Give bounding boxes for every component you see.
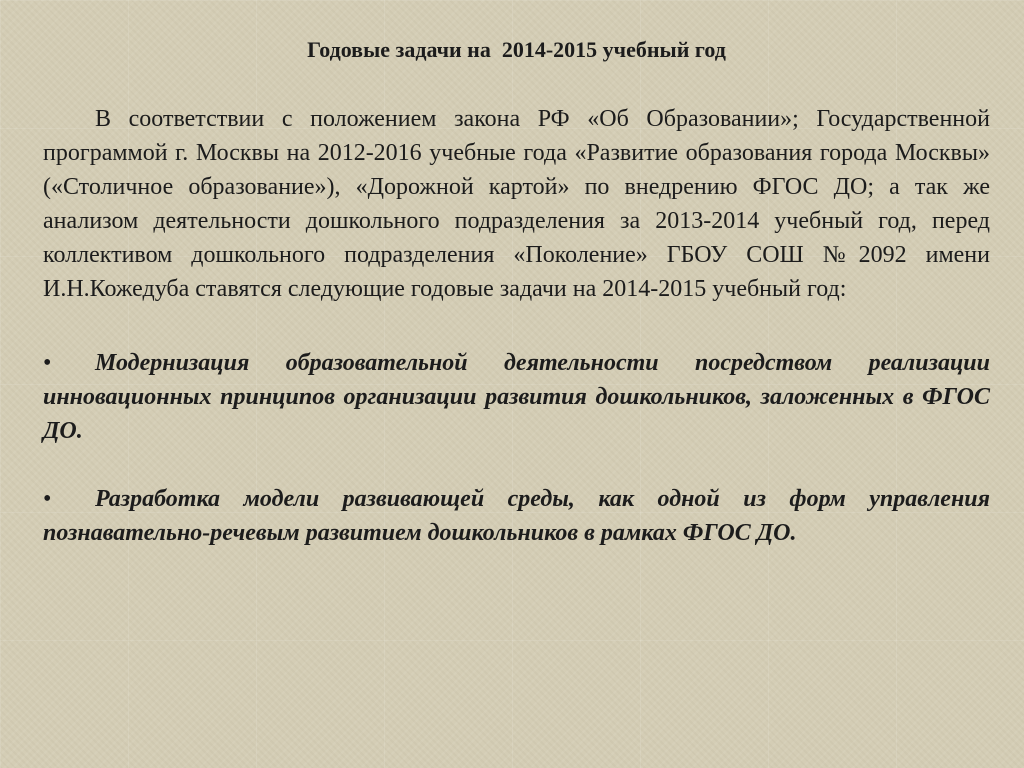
slide-content (43, 34, 990, 584)
slide-title: Годовые задачи на 2014-2015 учебный год (307, 37, 726, 62)
task-item-2 (43, 482, 990, 550)
task-text-1: Модернизация образовательной деятельности посредством реализации инновационных принципов организации развития дошкольников, заложенных в ФГОС ДО. (43, 350, 990, 444)
bullet-1: • (43, 350, 52, 376)
intro-paragraph: В соответствии с положением закона РФ «Об Образовании»; Государственной программой г. Москвы на 2012-2016 учебные года «Развитие образования города Москвы» («Столичное образование»), «Дорожной картой» по внедрению ФГОС ДО; а так же анализом деятельности дошкольного подразделения за 2013-2014 учебный год, перед коллективом дошкольного подразделения «Поколение» ГБОУ СОШ №2092 имени И.Н.Кожедуба ставятся следующие годовые задачи на 2014-2015 учебный год: (43, 106, 990, 302)
bullet-2: • (43, 486, 52, 512)
task-text-2: Разработка модели развивающей среды, как одной из форм управления познавательно-речевым развитием дошкольников в рамках ФГОС ДО. (43, 486, 990, 546)
task-item-1 (43, 346, 990, 448)
